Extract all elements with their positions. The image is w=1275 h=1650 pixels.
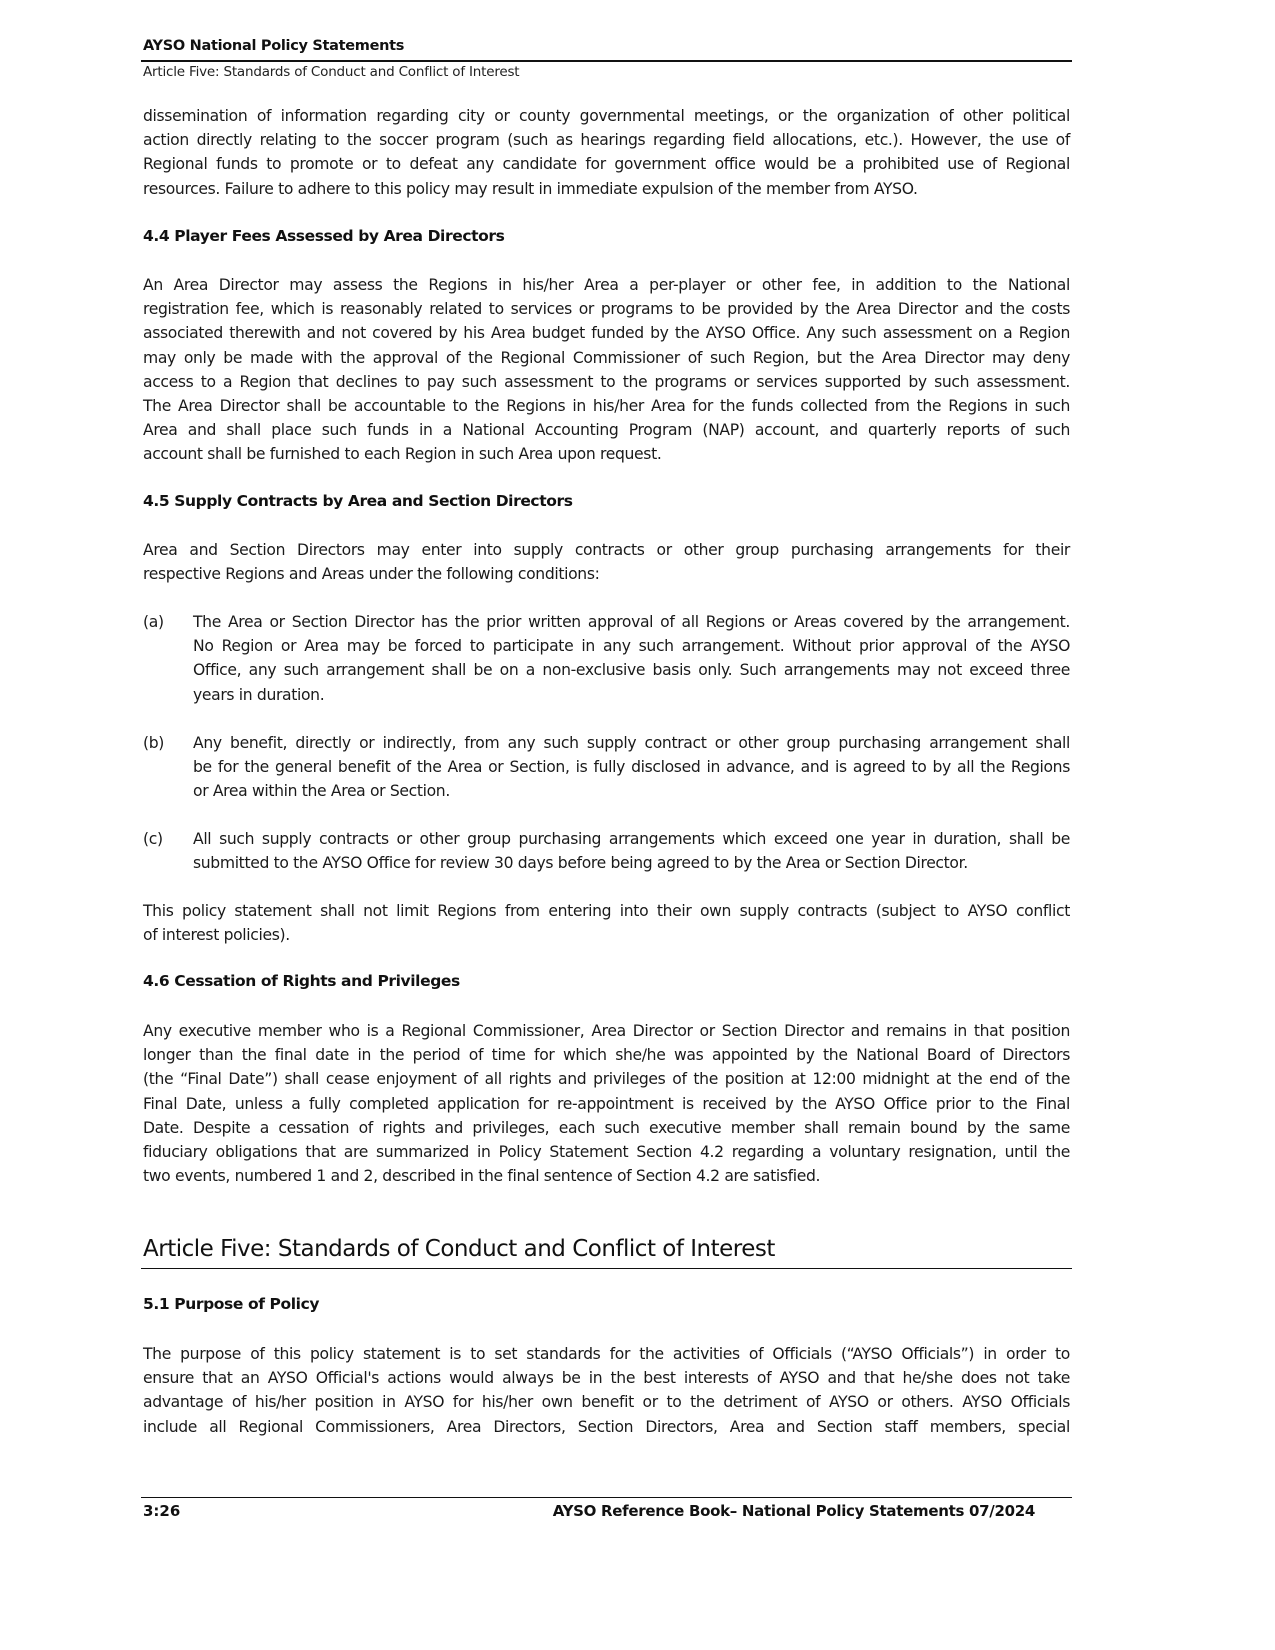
- text-line: Area and Section Directors may enter into supply contracts or other group purchasing arrangements for their: [143, 541, 1070, 559]
- text-line: Office, any such arrangement shall be on a non-exclusive basis only. Such arrangements may not exceed three: [193, 661, 1070, 680]
- article-five-title: Article Five: Standards of Conduct and Conflict of Interest: [143, 1236, 775, 1262]
- running-header-subtitle: Article Five: Standards of Conduct and Conflict of Interest: [143, 64, 520, 80]
- article-divider: [141, 1268, 1072, 1269]
- text-line: Date. Despite a cessation of rights and privileges, each such executive member shall remain bound by the same: [143, 1118, 1070, 1137]
- text-line: be for the general benefit of the Area or Section, is fully disclosed in advance, and is agreed to by all the Regions: [193, 758, 1070, 777]
- text-line: two events, numbered 1 and 2, described in the final sentence of Section 4.2 are satisfied.: [143, 1167, 821, 1186]
- page-number: 3:26: [143, 1502, 181, 1520]
- text-line: No Region or Area may be forced to participate in any such arrangement. Without prior approval of the AYSO: [193, 637, 1070, 656]
- list-item-label: (c): [143, 830, 163, 848]
- text-line: longer than the final date in the period of time for which she/he was appointed by the National Board of Directors: [143, 1046, 1070, 1065]
- text-line: years in duration.: [193, 685, 325, 704]
- text-line: resources. Failure to adhere to this policy may result in immediate expulsion of the member from AYSO.: [143, 179, 918, 198]
- text-line: Area and shall place such funds in a National Accounting Program (NAP) account, and quarterly reports of such: [143, 421, 1070, 440]
- text-line: submitted to the AYSO Office for review 30 days before being agreed to by the Area or Section Director.: [193, 854, 968, 873]
- text-line: (the “Final Date”) shall cease enjoyment of all rights and privileges of the position at 12:00 midnight at the end of the: [143, 1070, 1070, 1089]
- text-line: The purpose of this policy statement is to set standards for the activities of Officials (“AYSO Officials”) in order to: [143, 1345, 1070, 1363]
- section-4-5-intro: [143, 538, 1070, 586]
- text-line: registration fee, which is reasonably related to services or programs to be provided by the Area Director and the costs: [143, 300, 1070, 319]
- section-4-6-paragraph: [143, 1019, 1070, 1188]
- text-line: fiduciary obligations that are summarized in Policy Statement Section 4.2 regarding a voluntary resignation, until the: [143, 1143, 1070, 1162]
- list-item-text: [193, 610, 1070, 707]
- footer-book-title: AYSO Reference Book– National Policy Statements 07/2024: [552, 1502, 1035, 1520]
- list-item-text: [193, 731, 1070, 804]
- list-item-label: (a): [143, 613, 164, 631]
- text-line: or Area within the Area or Section.: [193, 782, 450, 801]
- section-4-4-heading: 4.4 Player Fees Assessed by Area Directors: [143, 227, 505, 245]
- text-line: access to a Region that declines to pay such assessment to the programs or services supported by such assessment.: [143, 372, 1070, 391]
- section-4-5-heading: 4.5 Supply Contracts by Area and Section Directors: [143, 492, 573, 510]
- text-line: An Area Director may assess the Regions in his/her Area a per-player or other fee, in addition to the National: [143, 276, 1070, 294]
- header-divider: [141, 60, 1072, 62]
- text-line: The Area or Section Director has the prior written approval of all Regions or Areas covered by the arrangement.: [193, 613, 1070, 631]
- text-line: This policy statement shall not limit Regions from entering into their own supply contracts (subject to AYSO conflict: [143, 902, 1070, 920]
- text-line: include all Regional Commissioners, Area Directors, Section Directors, Area and Section staff members, special: [143, 1417, 1070, 1436]
- text-line: dissemination of information regarding city or county governmental meetings, or the organization of other political: [143, 107, 1070, 125]
- section-5-1-heading: 5.1 Purpose of Policy: [143, 1295, 320, 1313]
- text-line: Any executive member who is a Regional Commissioner, Area Director or Section Director and remains in that position: [143, 1022, 1070, 1040]
- footer-divider: [141, 1497, 1072, 1498]
- section-4-6-heading: 4.6 Cessation of Rights and Privileges: [143, 972, 460, 990]
- list-item-text: [193, 827, 1070, 875]
- section-5-1-paragraph: [143, 1342, 1070, 1439]
- text-line: Final Date, unless a fully completed application for re-appointment is received by the AYSO Office prior to the Final: [143, 1094, 1070, 1113]
- text-line: associated therewith and not covered by his Area budget funded by the AYSO Office. Any such assessment on a Region: [143, 324, 1070, 343]
- text-line: Any benefit, directly or indirectly, from any such supply contract or other group purchasing arrangement shall: [193, 734, 1070, 752]
- text-line: may only be made with the approval of the Regional Commissioner of such Region, but the Area Director may deny: [143, 348, 1070, 367]
- text-line: All such supply contracts or other group purchasing arrangements which exceed one year in duration, shall be: [193, 830, 1070, 848]
- text-line: advantage of his/her position in AYSO for his/her own benefit or to the detriment of AYSO or others. AYSO Officials: [143, 1393, 1070, 1412]
- section-4-4-paragraph: [143, 273, 1070, 467]
- running-header-title: AYSO National Policy Statements: [143, 38, 405, 54]
- text-line: The Area Director shall be accountable to the Regions in his/her Area for the funds collected from the Regions in such: [143, 397, 1070, 416]
- text-line: account shall be furnished to each Region in such Area upon request.: [143, 445, 662, 464]
- section-4-5-closing: [143, 899, 1070, 947]
- text-line: Regional funds to promote or to defeat any candidate for government office would be a prohibited use of Regional: [143, 155, 1070, 174]
- text-line: action directly relating to the soccer program (such as hearings regarding field allocations, etc.). However, the use of: [143, 131, 1070, 150]
- text-line: ensure that an AYSO Official's actions would always be in the best interests of AYSO and that he/she does not take: [143, 1369, 1070, 1388]
- intro-paragraph: [143, 104, 1070, 201]
- list-item-label: (b): [143, 734, 165, 752]
- text-line: of interest policies).: [143, 926, 290, 945]
- text-line: respective Regions and Areas under the following conditions:: [143, 565, 600, 584]
